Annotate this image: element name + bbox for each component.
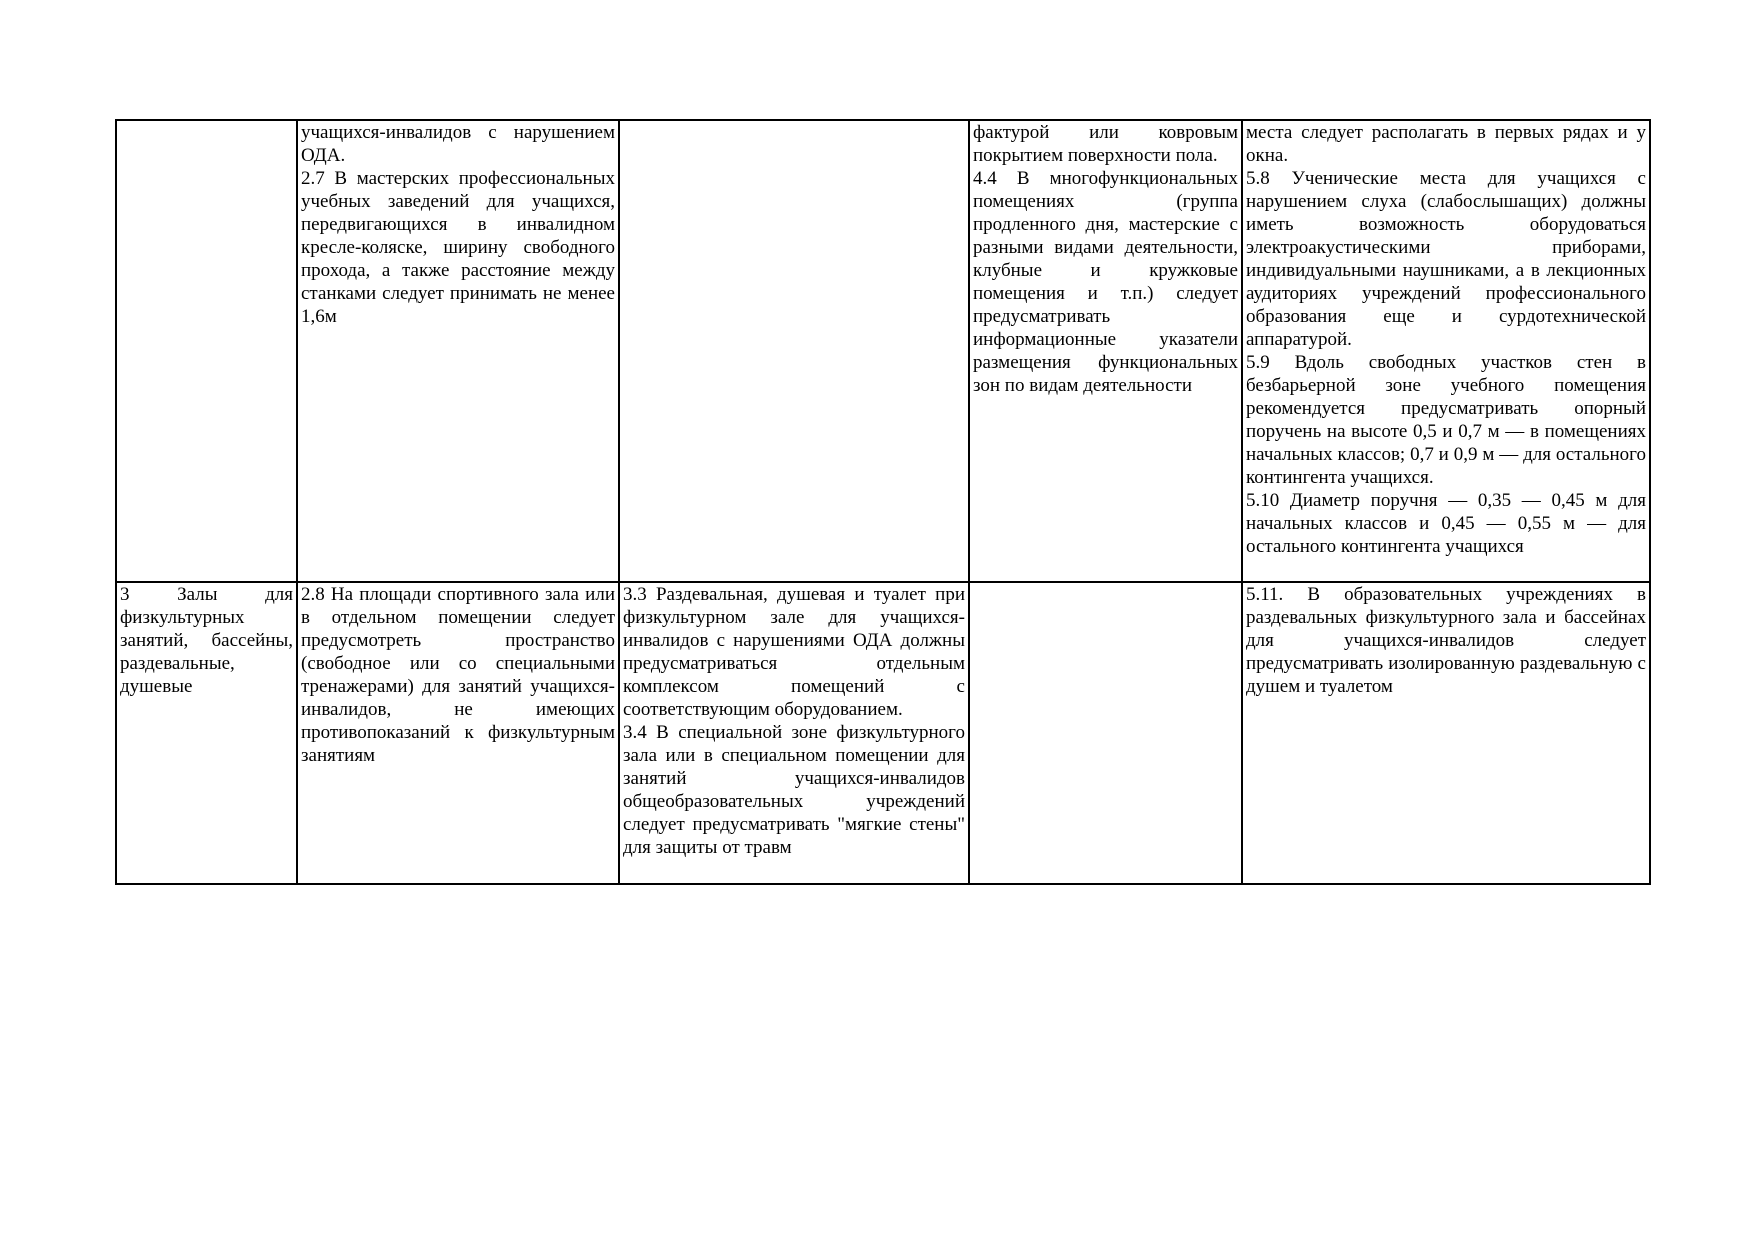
- table-cell-section-4: [969, 582, 1242, 884]
- table-cell-section-3: [619, 582, 969, 884]
- paragraph: 5.9 Вдоль свободных участков стен в безбарьерной зоне учебного помещения рекомендуется предусматривать опорный поручень на высоте 0,5 и 0,7 м — в помещениях начальных классов; 0,7 и 0,9 м — для остального контингента учащихся.: [1246, 352, 1646, 488]
- table-cell-room-type: [116, 120, 297, 582]
- paragraph: 5.8 Ученические места для учащихся с нарушением слуха (слабослышащих) должны иметь возможность оборудоваться электроакустическими приборами, индивидуальными наушниками, а в лекционных аудиториях учреждений профессионального образования еще и сурдотехнической аппаратурой.: [1246, 168, 1646, 350]
- paragraph: 5.10 Диаметр поручня — 0,35 — 0,45 м для начальных классов и 0,45 — 0,55 м — для остального контингента учащихся: [1246, 490, 1646, 557]
- paragraph: учащихся-инвалидов с нарушением ОДА.: [301, 122, 615, 166]
- table-cell-room-type: [116, 582, 297, 884]
- table-cell-section-5: [1242, 120, 1650, 582]
- paragraph: фактурой или ковровым покрытием поверхности пола.: [973, 122, 1238, 166]
- paragraph: 3 Залы для физкультурных занятий, бассейны, раздевальные, душевые: [120, 584, 293, 697]
- requirements-table: [115, 119, 1651, 885]
- paragraph: 5.11. В образовательных учреждениях в раздевальных физкультурного зала и бассейнах для учащихся-инвалидов следует предусматривать изолированную раздевальную с душем и туалетом: [1246, 584, 1646, 697]
- paragraph: 2.7 В мастерских профессиональных учебных заведений для учащихся, передвигающихся в инвалидном кресле-коляске, ширину свободного прохода, а также расстояние между станками следует принимать не менее 1,6м: [301, 168, 615, 327]
- paragraph: места следует располагать в первых рядах и у окна.: [1246, 122, 1646, 166]
- table-cell-section-5: [1242, 582, 1650, 884]
- paragraph: 4.4 В многофункциональных помещениях (группа продленного дня, мастерские с разными видами деятельности, клубные и кружковые помещения и т.п.) следует предусматривать информационные указатели размещения функциональных зон по видам деятельности: [973, 168, 1238, 396]
- paragraph: 3.3 Раздевальная, душевая и туалет при физкультурном зале для учащихся-инвалидов с нарушениями ОДА должны предусматриваться отдельным комплексом помещений с соответствующим оборудованием.: [623, 584, 965, 720]
- table-cell-section-3: [619, 120, 969, 582]
- table-cell-section-4: [969, 120, 1242, 582]
- paragraph: 3.4 В специальной зоне физкультурного зала или в специальном помещении для занятий учащихся-инвалидов общеобразовательных учреждений следует предусматривать "мягкие стены" для защиты от травм: [623, 722, 965, 858]
- paragraph: 2.8 На площади спортивного зала или в отдельном помещении следует предусмотреть пространство (свободное или со специальными тренажерами) для занятий учащихся-инвалидов, не имеющих противопоказаний к физкультурным занятиям: [301, 584, 615, 766]
- table-row: [116, 120, 1650, 582]
- table-cell-section-2: [297, 582, 619, 884]
- table-cell-section-2: [297, 120, 619, 582]
- table-row: [116, 582, 1650, 884]
